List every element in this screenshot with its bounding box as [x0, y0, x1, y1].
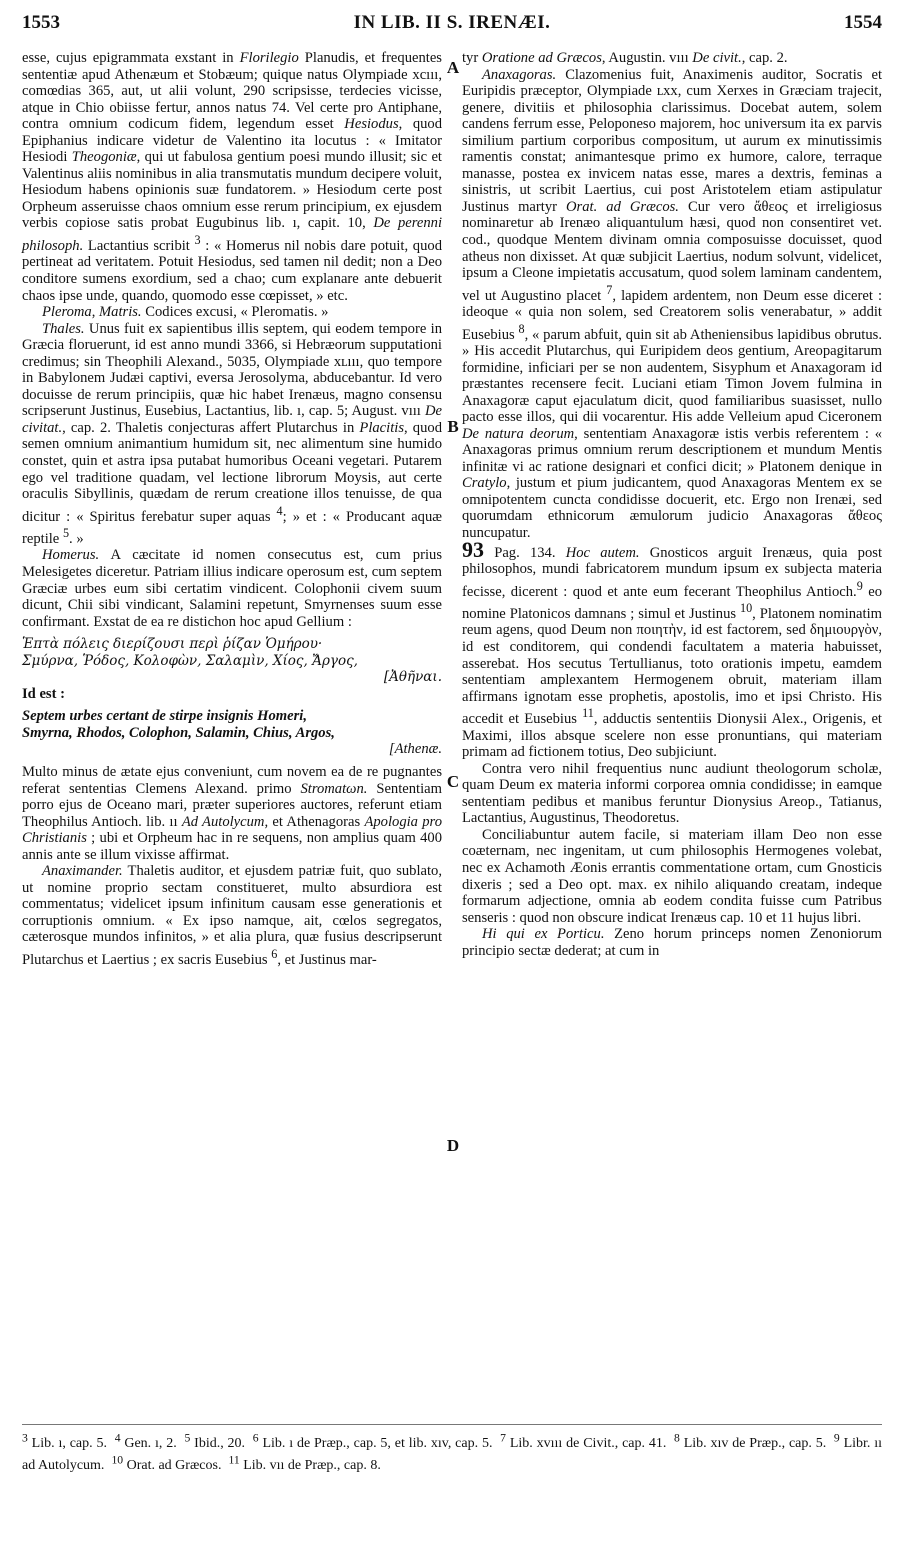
italic-title: Apologia pro Christianis — [22, 813, 442, 847]
margin-letter-b: B — [447, 417, 459, 436]
latin-verse-2: Smyrna, Rhodos, Colophon, Salamin, Chius, Argos, — [22, 724, 335, 741]
footnote-text: Lib. xvııı de Civit., cap. 41. — [506, 1435, 667, 1451]
italic-title: De perenni philosoph. — [22, 215, 443, 254]
latin-verse-3: [Athenæ. — [388, 741, 442, 758]
footnote-text: Lib. ı de Præp., cap. 5, et lib. xıv, cap. 5. — [258, 1435, 493, 1451]
footnote-marker: 3 — [22, 1431, 28, 1444]
footnote-ref[interactable]: 5 — [62, 526, 70, 541]
text: et Athenagoras — [268, 813, 365, 830]
footnote-text: Ibid., 20. — [190, 1435, 246, 1451]
text: . » — [69, 530, 84, 547]
paragraph-aetas — [22, 764, 442, 863]
lemma: Thales. — [42, 320, 85, 337]
text: Gnosticos arguit Irenæus, quia post philosophos, mundi fabricatorem mundum ipsum ex subjecta materia fecisse, dicerent : quod et ante eum fecerant Theophilus Antioch. — [462, 544, 882, 600]
footnote-marker: 8 — [674, 1431, 680, 1444]
text: , et Justinus mar- — [277, 951, 377, 968]
footnote-text: Gen. ı, 2. — [120, 1435, 177, 1451]
footnote-6 — [252, 1431, 493, 1451]
footnote-ref[interactable]: 10 — [739, 601, 753, 616]
text: Sententiam porro ejus de Oceano mari, præter superiores auctores, referunt etiam Theophilus Antioch. lib. ıı — [22, 780, 442, 830]
text: , sententiam Anaxagoræ istis verbis referentem : « Anaxagoras primus omnium rerum descriptionem et mundum Mentis infinitæ vi ac ratione designari et confici dicit; » Platonem denique in — [462, 425, 882, 475]
text: Thaletis auditor, et ejusdem patriæ fuit, quo sublato, ut nomine proprio sectam constitueret, multo absurdiora est commentatus; videlicet ipsum infinitum causam esse generationis et corruptionis omnium. « Ex ipso namque, ait, cœlos segregatos, cæterosque mundos infinitos, » et alia plura, quæ fusius descripserunt Plutarchus et Laertius ; ex sacris Eusebius — [22, 863, 442, 968]
footnote-ref[interactable]: 3 — [194, 233, 201, 248]
text: Cur vero ἄθεος et irreligiosus nominaretur ab Irenæo aliquantulum hæsi, quod non consentiret vet. cod., quodque Mentem divinam omnia composuisse docuisset, quod atheus non dixisset. At quæ subjicit Laertius, nodum solvunt, videlicet, ipsum a Cleone impietatis accusatum, quod solem laminam candentem, vel ut Augustino placet — [462, 198, 882, 304]
greek-verse-1: Ἑπτὰ πόλεις διερίζουσι περὶ ῥίζαν Ὁμήρου· — [22, 636, 323, 653]
lemma: Hi qui ex Porticu. — [482, 926, 605, 943]
text: Codices excusi, « Pleromatis. » — [141, 304, 329, 321]
footnote-text: Lib. vıı de Præp., cap. 8. — [239, 1457, 381, 1473]
page-number-left: 1553 — [22, 12, 60, 33]
footnote-3 — [22, 1431, 107, 1451]
footnote-ref[interactable]: 8 — [518, 321, 525, 336]
margin-letter-d: D — [446, 1136, 460, 1155]
italic-title: Cratylo — [462, 475, 507, 492]
footnote-text: Orat. ad Græcos. — [123, 1457, 222, 1473]
paragraph-porticu — [462, 926, 882, 959]
footnote-ref[interactable]: 11 — [582, 706, 594, 721]
text: Lactantius scribit — [83, 237, 195, 254]
italic-title: Placitis — [359, 419, 404, 436]
lemma: Anaxagoras. — [482, 66, 557, 83]
paragraph-continuation — [462, 50, 882, 67]
latin-verse-1: Septem urbes certant de stirpe insignis Homeri, — [22, 708, 307, 725]
text: , quod Epiphanius indicare videtur de Valentino ita locutus : « Imitator Hesiodi — [22, 116, 443, 166]
text: A cæcitate id nomen consecutus est, cum prius Melesigetes diceretur. Patriam illius indicare operosum est, cum septem Græciæ urbes eum sibi certatim vindicent. Colophonii civem suum dicunt, Chii sibi vindicant, Salamini repetunt, Smyrnenses suum esse confirmant. Exstat de ea re distichon hoc apud Gellium : — [22, 547, 442, 630]
footnote-marker: 6 — [252, 1431, 259, 1444]
footnote-divider — [22, 1424, 882, 1425]
lemma: Matris. — [99, 304, 142, 321]
text: Zeno horum princeps nomen Zenoniorum principio sectæ dederat; at cum in — [462, 926, 882, 959]
right-column — [462, 50, 882, 959]
footnote-marker: 11 — [228, 1453, 240, 1467]
footnote-4 — [114, 1431, 177, 1451]
page-number-right: 1554 — [844, 12, 882, 33]
paragraph-conciliabuntur — [462, 827, 882, 926]
footnote-11 — [228, 1453, 381, 1473]
text: , qui ut fabulosa gentium poesi mundo illusit; sic et Valentinus aliis nominibus in alia transmutatis mundum decipere voluit, Hesiodum habens opinionis suæ fundatorem. » Hesiodum certe post Orpheum asseruisse chaos omnium esse rerum principium, ex ejusdem verbis copiose satis probat Eugubinus lib. ı, capit. 10, — [22, 149, 442, 232]
running-title: IN LIB. II S. IRENÆI. — [353, 12, 551, 33]
text: eo nomine Platonicos damnans ; simul et Justinus — [462, 583, 882, 622]
text: , « parum abfuit, quin sit ab Atheniensibus lapidibus obrutus. » His accedit Plutarchus, qui Euripidem deos gentium, Areopagitarum formidine, inficiari per se non audentem, Sisyphum et Anaxagoram id præstantes recensere fecit. Luciani etiam Timon Jovem fulmina in Anaxagoræ caput ejaculatum dicit, quod familiaribus suasisset, nullo pacto esse illos, qui dii vocarentur. His adde Velleium apud Ciceronem — [462, 326, 882, 426]
footnote-5 — [184, 1431, 246, 1451]
text: ; » et : « Producant aquæ reptile — [22, 508, 442, 547]
italic-title: De natura deorum — [462, 425, 575, 442]
text: , lapidem ardentem, non Deum esse diceret : ideoque « quia non solem, sed Creatorem solis venerabatur, » addit Eusebius — [462, 287, 883, 343]
text: ; ubi et Orpheum hac in re sequens, non amplius quam 400 annis ante se illum vixisse affirmat. — [22, 830, 442, 863]
text: , cap. 2. — [741, 50, 788, 66]
text: Pag. 134. — [484, 544, 566, 561]
footnote-text: Lib. xıv de Præp., cap. 5. — [679, 1435, 827, 1451]
italic-title: Orat. ad Græcos. — [566, 198, 679, 215]
text: , quod semen omnium animantium humidum sit, nec alimentum sine humido constet, quin et astra ipsa putabat humoribus Oceani vegetari. Putarem ego vel traditione quadam, vel lectione librorum Moysis, aut certe oraculis Sibyllinis, quædam de rerum creatione illos tenuisse, de qua dicitur : « Spiritus ferebatur super aquas — [22, 419, 442, 525]
italic-title: Theogoniæ — [71, 149, 137, 166]
paragraph-anaxagoras — [462, 67, 882, 542]
greek-verse-3: [Ἀθῆναι. — [383, 669, 442, 686]
lemma: Homerus. — [42, 547, 100, 564]
text: , Platonem nominatim reum agens, quod Deum non ποιητὴν, id est factorem, sed δημιουργὸν, id est conditorem, qui condendi facultatem a materia habuisset, asserebat. Hos secutus Tertullianus, toto orationis impetu, eamdem sententiam amplexantem Hermogenem obruit, materiam illam affirmans ignotam esse prophetis, apostolis, imo et ipsi Christo. His accedit et Eusebius — [462, 605, 882, 728]
margin-letter-c: C — [446, 772, 460, 791]
text: , justum et pium judicantem, quod Anaxagoras Mentem ex se omnipotentem cuncta condidisse docuerit, etc. Ergo non Irenæi, sed quorumdam ethnicorum æmulorum judicio Anaxagoras ἄθεος nuncupatur. — [462, 475, 882, 542]
footnote-ref[interactable]: 9 — [856, 578, 863, 593]
text: Clazomenius fuit, Anaximenis auditor, Socratis et Euripidis præceptor, Olympiade ʟxx, cum Xerxes in Græciam trajecit, genere, divitiis et philosophia clarissimus. Docebat autem, solem candens ferrum esse, Peloponeso majorem, hoc universum ita ex parvis similium partium corporibus compositum, ut aurum ex minutissimis ramentis constat; animantesque primo ex humore, calore, terraque manasse, postea ex invicem natas esse, mares a dextris, feminas a sinistris, ut scribit Laertius, cui post Aristotelem etiam astipulatur Justinus martyr — [462, 66, 882, 215]
footnote-8 — [674, 1431, 827, 1451]
text: esse, cujus epigrammata exstant in — [22, 50, 240, 66]
paragraph-anaximander — [22, 863, 442, 968]
italic-title: Stromatωn. — [300, 780, 368, 797]
running-header — [22, 12, 882, 40]
footnote-7 — [500, 1431, 667, 1451]
footnote-text: Lib. ı, cap. 5. — [27, 1435, 107, 1451]
text: Planudis, et frequentes sententiæ apud Athenæum et Stobæum; quique natus Olympiade xcııı, comœdias 365, aut, ut alii volunt, 290 scripsisse, terdecies vicisse, atque in Chio obiisse fertur, annos natus 74. Vel certe pro Antiphane, contra omnium codicum fidem, legendum esset — [22, 50, 442, 133]
text: Multo minus de ætate ejus conveniunt, cum novem ea de re pugnantes referat sententias Clemens Alexand. primo — [22, 764, 442, 797]
italic-title: Ad Autolycum, — [181, 813, 269, 830]
text: tyr — [462, 50, 482, 66]
footnote-marker: 9 — [833, 1431, 840, 1444]
footnote-marker: 5 — [184, 1431, 191, 1444]
italic-title: De civit. — [692, 50, 742, 66]
italic-name: Hesiodus — [344, 116, 399, 133]
id-est-label: Id est : — [22, 685, 65, 702]
lemma: Pleroma — [42, 304, 92, 321]
footnote-ref[interactable]: 7 — [606, 282, 613, 297]
footnote-marker: 7 — [500, 1431, 506, 1444]
paragraph-antiphanes — [22, 50, 442, 304]
footnote-10 — [111, 1453, 222, 1473]
paragraph-pleroma — [22, 304, 442, 321]
footnote-marker: 4 — [114, 1431, 121, 1444]
greek-verse-2: Σμύρνα, Ῥόδος, Κολοφὼν, Σαλαμὶν, Χίος, Ἄργος, — [22, 652, 358, 669]
paragraph-thales — [22, 321, 442, 548]
italic-title: Oratione ad Græcos — [481, 50, 602, 66]
italic-title: De civitat. — [22, 403, 442, 436]
margin-letter-a: A — [446, 58, 460, 77]
footnotes — [22, 1430, 882, 1474]
text: , Augustin. vııı — [601, 50, 693, 66]
footnote-ref[interactable]: 6 — [271, 947, 278, 962]
paragraph-contra: Contra vero nihil frequentius nunc audiunt theologorum scholæ, quam Deum ex materia informi corporea omnia condidisse; in eamque sententiam pedibus et manibus feruntur Dionysius Areop., Tatianus, Lactantius, Augustinus, Theodoretus. — [462, 760, 882, 827]
text: , cap. 2. Thaletis conjecturas affert Plutarchus in — [62, 419, 360, 436]
text: , adductis sententiis Dionysii Alex., Origenis, et Maximi, illos absque scelere non esse pronuntians, qui materiam primam ad fictionem totius, Deo subjiciunt. — [462, 711, 882, 761]
lemma: Hoc autem. — [565, 544, 640, 561]
italic-title: Florilegio — [239, 50, 299, 66]
footnote-marker: 10 — [111, 1453, 124, 1467]
text: , — [91, 304, 100, 321]
footnote-text: Libr. ıı ad Autolycum. — [22, 1435, 883, 1473]
left-column — [22, 50, 442, 968]
text: Conciliabuntur autem facile, si materiam illam Deo non esse coæternam, nec ingenitam, ut cum philosophis Hermogenes volebat, nec ex Achamoth Æonis errantis commentatione ortam, cum Gnosticis dixeris ; sed a Deo opt. max. ex nihilo aliquando creatam, indeque formarum adjectione, omnia ab eodem condita fuisse cum Patribus senseris : quod non obscure indicat Irenæus cap. 10 et 11 hujus libri. — [462, 826, 882, 926]
note-number: 93 — [462, 536, 484, 562]
paragraph-hoc-autem — [462, 536, 882, 761]
paragraph-homerus — [22, 547, 442, 630]
lemma: Anaximander. — [42, 863, 123, 880]
text: : « Homerus nil nobis dare potuit, quod pertineat ad veritatem. Potuit Hesiodus, sed tamen nil dedit; non a Deo conditore sumens exordium, sed a chao; cum explanare ante debuerit chaos ipse unde, quando, quomodo esse cœpisset, » etc. — [22, 237, 442, 304]
footnote-ref[interactable]: 4 — [276, 503, 283, 518]
text: Unus fuit ex sapientibus illis septem, qui eodem tempore in Græcia floruerunt, id est anno mundi 3366, si Hebræorum supputationi credimus; sin Theophili Alexand., 5035, Olympiade xʟııı, quo tempore in Babylonem Judæi captivi, eversa Jerosolyma, abducebantur. Id vero docuisse de rerum principiis, quæ hic habet Irenæus, magno consensu scripserunt Justinus, Eusebius, Lactantius, lib. ı, cap. 5; August. vııı — [22, 320, 442, 420]
